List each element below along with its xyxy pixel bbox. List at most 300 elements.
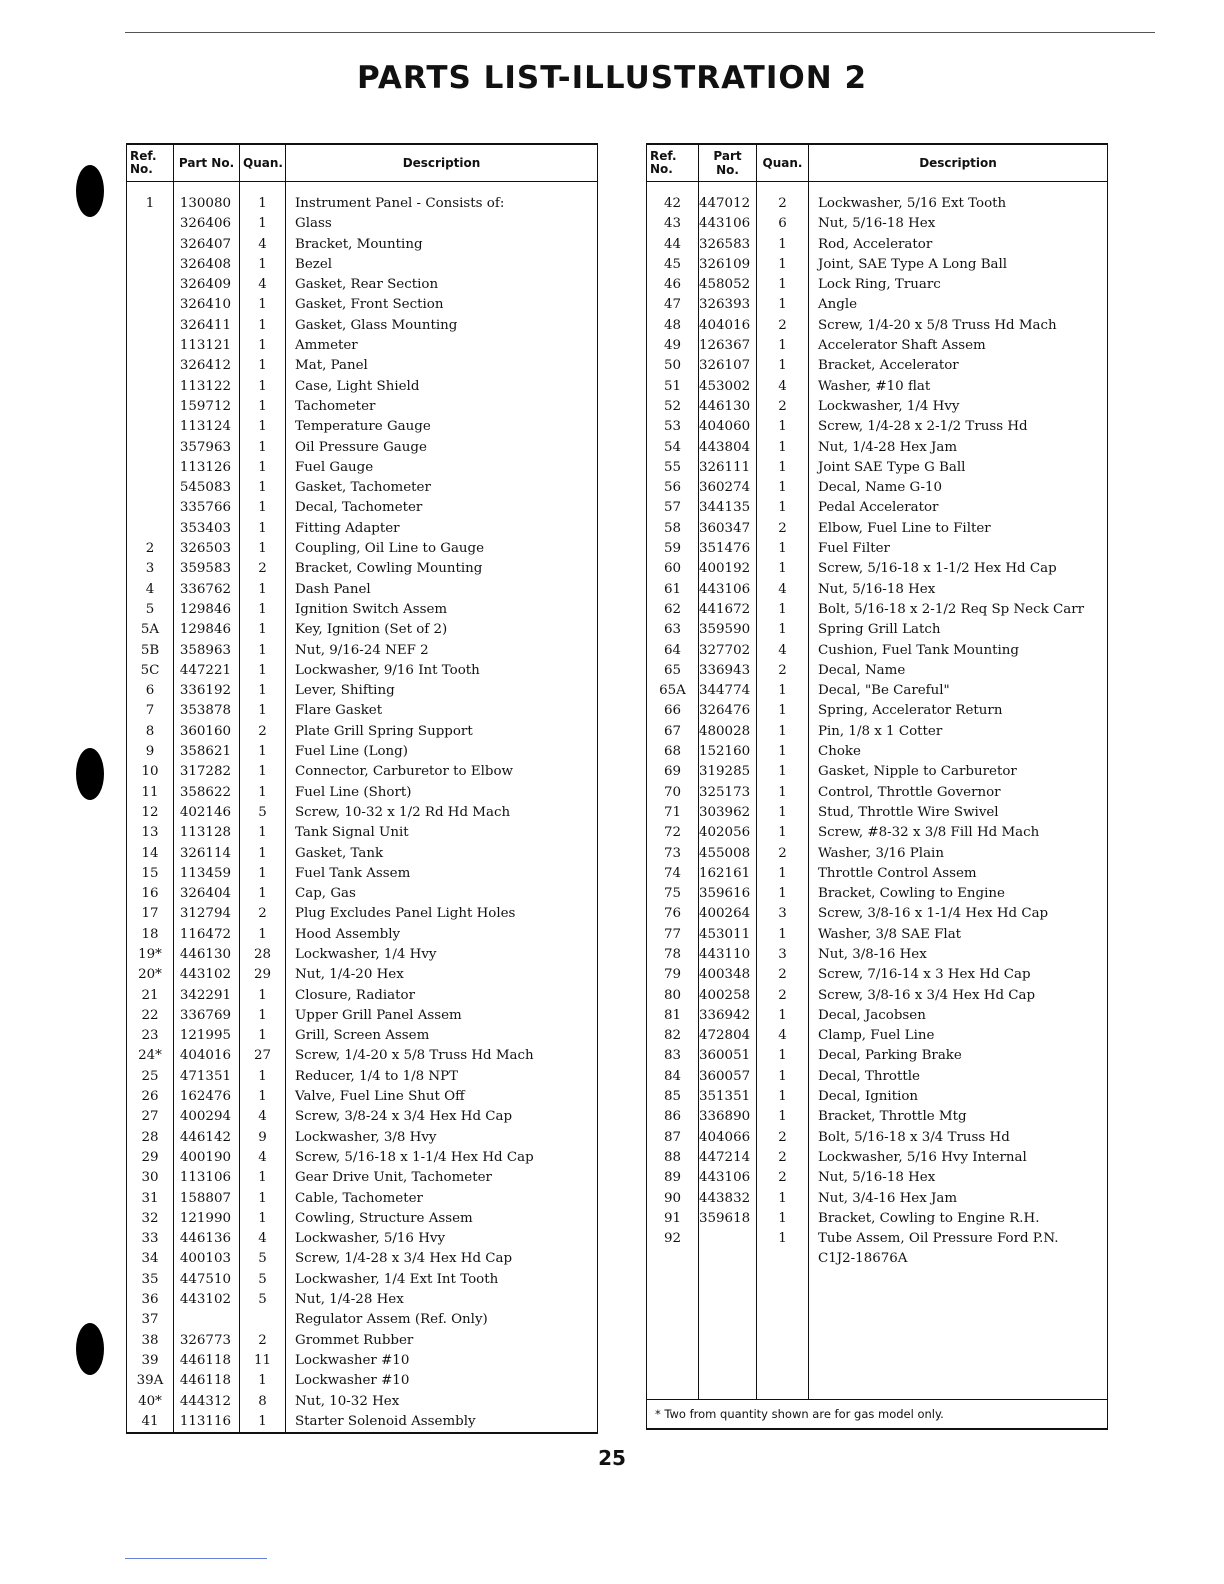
ref-no-cell: 19* <box>127 945 174 965</box>
ref-no-cell: 21 <box>127 986 174 1006</box>
table-row <box>127 641 598 661</box>
description-cell: C1J2-18676A <box>809 1249 1108 1269</box>
part-no-cell: 326411 <box>174 316 240 336</box>
ref-no-cell <box>647 1249 699 1269</box>
table-row <box>127 1310 598 1330</box>
table-row <box>647 214 1108 234</box>
description-cell: Choke <box>809 742 1108 762</box>
quan-cell: 1 <box>240 1168 286 1188</box>
quan-cell: 1 <box>240 214 286 234</box>
table-row <box>647 295 1108 315</box>
description-cell: Washer, 3/8 SAE Flat <box>809 925 1108 945</box>
description-cell: Reducer, 1/4 to 1/8 NPT <box>286 1067 598 1087</box>
quan-cell: 1 <box>240 742 286 762</box>
part-no-cell: 360347 <box>699 519 757 539</box>
description-cell: Screw, 7/16-14 x 3 Hex Hd Cap <box>809 965 1108 985</box>
ref-no-cell: 18 <box>127 925 174 945</box>
header-description: Description <box>809 144 1108 182</box>
quan-cell: 1 <box>240 356 286 376</box>
table-row <box>127 965 598 985</box>
ref-no-cell: 20* <box>127 965 174 985</box>
table-row <box>127 255 598 275</box>
quan-cell: 2 <box>757 397 809 417</box>
part-no-cell: 326111 <box>699 458 757 478</box>
table-row <box>647 397 1108 417</box>
table-row <box>127 945 598 965</box>
description-cell: Ignition Switch Assem <box>286 600 598 620</box>
table-row <box>127 701 598 721</box>
ref-no-cell: 56 <box>647 478 699 498</box>
description-cell: Washer, 3/16 Plain <box>809 844 1108 864</box>
table-row <box>127 438 598 458</box>
ref-no-cell: 85 <box>647 1087 699 1107</box>
description-cell: Screw, 5/16-18 x 1-1/2 Hex Hd Cap <box>809 559 1108 579</box>
part-no-cell <box>174 1310 240 1330</box>
quan-cell: 1 <box>240 844 286 864</box>
table-row <box>647 559 1108 579</box>
quan-cell: 2 <box>757 1128 809 1148</box>
ref-no-cell: 2 <box>127 539 174 559</box>
ref-no-cell: 4 <box>127 580 174 600</box>
description-cell: Fuel Filter <box>809 539 1108 559</box>
quan-cell: 2 <box>757 1148 809 1168</box>
part-no-cell: 326404 <box>174 884 240 904</box>
description-cell: Clamp, Fuel Line <box>809 1026 1108 1046</box>
part-no-cell: 400264 <box>699 904 757 924</box>
description-cell: Tank Signal Unit <box>286 823 598 843</box>
ref-no-cell: 84 <box>647 1067 699 1087</box>
part-no-cell: 326583 <box>699 235 757 255</box>
quan-cell: 1 <box>757 1087 809 1107</box>
ref-no-cell: 83 <box>647 1046 699 1066</box>
part-no-cell: 359583 <box>174 559 240 579</box>
description-cell: Plug Excludes Panel Light Holes <box>286 904 598 924</box>
quan-cell: 11 <box>240 1351 286 1371</box>
part-no-cell: 480028 <box>699 722 757 742</box>
table-row <box>127 539 598 559</box>
description-cell: Fuel Tank Assem <box>286 864 598 884</box>
ref-no-cell: 71 <box>647 803 699 823</box>
description-cell: Nut, 1/4-28 Hex <box>286 1290 598 1310</box>
part-no-cell: 446136 <box>174 1229 240 1249</box>
ref-no-cell: 41 <box>127 1412 174 1432</box>
ref-no-cell: 63 <box>647 620 699 640</box>
part-no-cell: 129846 <box>174 620 240 640</box>
table-row <box>127 1046 598 1066</box>
part-no-cell: 113116 <box>174 1412 240 1432</box>
table-row <box>647 681 1108 701</box>
ref-no-cell: 15 <box>127 864 174 884</box>
description-cell: Lockwasher, 9/16 Int Tooth <box>286 661 598 681</box>
header-quan: Quan. <box>240 144 286 182</box>
table-row <box>647 762 1108 782</box>
part-no-cell: 358621 <box>174 742 240 762</box>
ref-no-cell: 59 <box>647 539 699 559</box>
table-row <box>647 965 1108 985</box>
table-row <box>127 397 598 417</box>
ref-no-cell: 42 <box>647 182 699 215</box>
part-no-cell: 443106 <box>699 214 757 234</box>
quan-cell: 5 <box>240 1270 286 1290</box>
description-cell: Cushion, Fuel Tank Mounting <box>809 641 1108 661</box>
quan-cell: 4 <box>240 1229 286 1249</box>
empty-cell <box>127 1432 174 1433</box>
part-no-cell: 113122 <box>174 377 240 397</box>
ref-no-cell: 73 <box>647 844 699 864</box>
description-cell: Nut, 5/16-18 Hex <box>809 1168 1108 1188</box>
part-no-cell: 453011 <box>699 925 757 945</box>
empty-cell <box>699 1270 757 1399</box>
quan-cell: 1 <box>757 884 809 904</box>
part-no-cell: 443102 <box>174 965 240 985</box>
part-no-cell: 326114 <box>174 844 240 864</box>
quan-cell: 27 <box>240 1046 286 1066</box>
part-no-cell: 326407 <box>174 235 240 255</box>
ref-no-cell: 47 <box>647 295 699 315</box>
punch-hole-bottom <box>76 1323 104 1375</box>
quan-cell: 1 <box>757 1107 809 1127</box>
part-no-cell <box>699 1229 757 1249</box>
quan-cell: 1 <box>757 620 809 640</box>
quan-cell: 1 <box>240 600 286 620</box>
quan-cell: 1 <box>240 1371 286 1391</box>
description-cell: Regulator Assem (Ref. Only) <box>286 1310 598 1330</box>
description-cell: Grommet Rubber <box>286 1331 598 1351</box>
quan-cell: 2 <box>240 1331 286 1351</box>
ref-no-cell: 44 <box>647 235 699 255</box>
header-description: Description <box>286 144 598 182</box>
table-row <box>647 580 1108 600</box>
part-no-cell: 116472 <box>174 925 240 945</box>
ref-no-cell: 9 <box>127 742 174 762</box>
table-row <box>647 1249 1108 1269</box>
description-cell: Bezel <box>286 255 598 275</box>
table-row <box>127 1189 598 1209</box>
description-cell: Bracket, Accelerator <box>809 356 1108 376</box>
ref-no-cell: 81 <box>647 1006 699 1026</box>
quan-cell: 9 <box>240 1128 286 1148</box>
ref-no-cell: 24* <box>127 1046 174 1066</box>
part-no-cell: 458052 <box>699 275 757 295</box>
table-row <box>127 356 598 376</box>
description-cell: Decal, Name G-10 <box>809 478 1108 498</box>
ref-no-cell: 39 <box>127 1351 174 1371</box>
part-no-cell: 336192 <box>174 681 240 701</box>
quan-cell: 1 <box>240 681 286 701</box>
table-row <box>647 1189 1108 1209</box>
punch-hole-top <box>76 165 104 217</box>
quan-cell: 1 <box>240 417 286 437</box>
ref-no-cell: 91 <box>647 1209 699 1229</box>
ref-no-cell: 66 <box>647 701 699 721</box>
description-cell: Instrument Panel - Consists of: <box>286 182 598 215</box>
part-no-cell: 402056 <box>699 823 757 843</box>
description-cell: Screw, #8-32 x 3/8 Fill Hd Mach <box>809 823 1108 843</box>
part-no-cell: 353403 <box>174 519 240 539</box>
part-no-cell: 472804 <box>699 1026 757 1046</box>
table-row <box>647 803 1108 823</box>
quan-cell: 2 <box>757 986 809 1006</box>
description-cell: Bracket, Cowling to Engine R.H. <box>809 1209 1108 1229</box>
quan-cell: 1 <box>757 417 809 437</box>
part-no-cell: 113106 <box>174 1168 240 1188</box>
quan-cell: 2 <box>757 844 809 864</box>
part-no-cell: 319285 <box>699 762 757 782</box>
ref-no-cell: 72 <box>647 823 699 843</box>
quan-cell: 29 <box>240 965 286 985</box>
part-no-cell: 336943 <box>699 661 757 681</box>
table-row <box>127 620 598 640</box>
ref-no-cell: 86 <box>647 1107 699 1127</box>
description-cell: Bolt, 5/16-18 x 2-1/2 Req Sp Neck Carr <box>809 600 1108 620</box>
table-row <box>127 722 598 742</box>
description-cell: Screw, 3/8-24 x 3/4 Hex Hd Cap <box>286 1107 598 1127</box>
part-no-cell: 446118 <box>174 1351 240 1371</box>
part-no-cell: 402146 <box>174 803 240 823</box>
table-row <box>647 1148 1108 1168</box>
table-row <box>127 1392 598 1412</box>
quan-cell: 5 <box>240 803 286 823</box>
part-no-cell: 447012 <box>699 182 757 215</box>
ref-no-cell: 79 <box>647 965 699 985</box>
table-row <box>127 1148 598 1168</box>
ref-no-cell: 65A <box>647 681 699 701</box>
footnote-row <box>647 1399 1108 1429</box>
ref-no-cell: 5A <box>127 620 174 640</box>
description-cell: Glass <box>286 214 598 234</box>
page-number: 25 <box>598 1446 626 1470</box>
quan-cell: 1 <box>757 295 809 315</box>
ref-no-cell: 33 <box>127 1229 174 1249</box>
ref-no-cell <box>127 214 174 234</box>
table-row <box>127 1270 598 1290</box>
ref-no-cell: 1 <box>127 182 174 215</box>
empty-cell <box>286 1432 598 1433</box>
ref-no-cell: 5B <box>127 641 174 661</box>
part-no-cell: 326412 <box>174 356 240 376</box>
ref-no-cell: 51 <box>647 377 699 397</box>
table-row <box>127 844 598 864</box>
table-row <box>647 336 1108 356</box>
part-no-cell: 453002 <box>699 377 757 397</box>
table-row <box>127 803 598 823</box>
part-no-cell: 359590 <box>699 620 757 640</box>
quan-cell: 1 <box>757 438 809 458</box>
ref-no-cell: 52 <box>647 397 699 417</box>
description-cell: Temperature Gauge <box>286 417 598 437</box>
table-row <box>127 498 598 518</box>
quan-cell: 4 <box>757 377 809 397</box>
table-row <box>127 478 598 498</box>
quan-cell <box>240 1310 286 1330</box>
quan-cell: 1 <box>240 986 286 1006</box>
description-cell: Screw, 1/4-28 x 3/4 Hex Hd Cap <box>286 1249 598 1269</box>
ref-no-cell: 22 <box>127 1006 174 1026</box>
description-cell: Spring, Accelerator Return <box>809 701 1108 721</box>
description-cell: Gasket, Glass Mounting <box>286 316 598 336</box>
description-cell: Fuel Line (Short) <box>286 783 598 803</box>
description-cell: Nut, 1/4-28 Hex Jam <box>809 438 1108 458</box>
table-row <box>647 458 1108 478</box>
table-row <box>127 580 598 600</box>
table-row <box>647 783 1108 803</box>
table-row <box>647 620 1108 640</box>
description-cell: Dash Panel <box>286 580 598 600</box>
parts-table-left-body <box>127 182 598 1434</box>
part-no-cell: 326107 <box>699 356 757 376</box>
ref-no-cell: 11 <box>127 783 174 803</box>
quan-cell: 1 <box>757 458 809 478</box>
quan-cell: 1 <box>757 722 809 742</box>
part-no-cell: 400103 <box>174 1249 240 1269</box>
description-cell: Nut, 9/16-24 NEF 2 <box>286 641 598 661</box>
quan-cell: 1 <box>757 925 809 945</box>
description-cell: Gasket, Front Section <box>286 295 598 315</box>
part-no-cell: 326406 <box>174 214 240 234</box>
part-no-cell: 312794 <box>174 904 240 924</box>
quan-cell: 2 <box>757 1168 809 1188</box>
quan-cell: 1 <box>240 1006 286 1026</box>
description-cell: Lock Ring, Truarc <box>809 275 1108 295</box>
description-cell: Starter Solenoid Assembly <box>286 1412 598 1432</box>
table-row <box>647 356 1108 376</box>
table-row <box>127 1087 598 1107</box>
quan-cell: 5 <box>240 1249 286 1269</box>
description-cell: Bolt, 5/16-18 x 3/4 Truss Hd <box>809 1128 1108 1148</box>
ref-no-cell: 43 <box>647 214 699 234</box>
ref-no-cell <box>127 275 174 295</box>
part-no-cell: 443832 <box>699 1189 757 1209</box>
empty-cell <box>174 1432 240 1433</box>
description-cell: Nut, 3/8-16 Hex <box>809 945 1108 965</box>
part-no-cell: 446118 <box>174 1371 240 1391</box>
table-row <box>647 945 1108 965</box>
description-cell: Screw, 1/4-28 x 2-1/2 Truss Hd <box>809 417 1108 437</box>
header-ref-no: Ref. No. <box>647 144 699 182</box>
table-row <box>127 1209 598 1229</box>
part-no-cell: 443106 <box>699 1168 757 1188</box>
quan-cell: 1 <box>240 377 286 397</box>
part-no-cell: 404016 <box>699 316 757 336</box>
table-row <box>647 925 1108 945</box>
table-row <box>127 1026 598 1046</box>
ref-no-cell <box>127 417 174 437</box>
ref-no-cell <box>127 316 174 336</box>
table-row <box>127 864 598 884</box>
part-no-cell: 158807 <box>174 1189 240 1209</box>
ref-no-cell: 27 <box>127 1107 174 1127</box>
table-row <box>647 1128 1108 1148</box>
table-row <box>647 519 1108 539</box>
description-cell: Fitting Adapter <box>286 519 598 539</box>
ref-no-cell: 92 <box>647 1229 699 1249</box>
part-no-cell: 353878 <box>174 701 240 721</box>
table-row <box>647 417 1108 437</box>
ref-no-cell: 37 <box>127 1310 174 1330</box>
part-no-cell: 351476 <box>699 539 757 559</box>
quan-cell: 1 <box>757 356 809 376</box>
ref-no-cell: 14 <box>127 844 174 864</box>
description-cell: Decal, Jacobsen <box>809 1006 1108 1026</box>
description-cell: Lockwasher #10 <box>286 1351 598 1371</box>
quan-cell: 1 <box>240 295 286 315</box>
description-cell: Decal, Tachometer <box>286 498 598 518</box>
part-no-cell: 400294 <box>174 1107 240 1127</box>
table-row <box>127 762 598 782</box>
ref-no-cell: 38 <box>127 1331 174 1351</box>
ref-no-cell: 69 <box>647 762 699 782</box>
quan-cell: 1 <box>240 884 286 904</box>
part-no-cell: 162161 <box>699 864 757 884</box>
description-cell: Gasket, Nipple to Carburetor <box>809 762 1108 782</box>
part-no-cell: 443106 <box>699 580 757 600</box>
description-cell: Connector, Carburetor to Elbow <box>286 762 598 782</box>
part-no-cell: 400258 <box>699 986 757 1006</box>
table-filler-row <box>127 1432 598 1433</box>
table-row <box>647 1006 1108 1026</box>
table-row <box>647 275 1108 295</box>
part-no-cell: 326773 <box>174 1331 240 1351</box>
parts-table-right <box>646 143 1108 1430</box>
description-cell: Lockwasher, 1/4 Hvy <box>809 397 1108 417</box>
quan-cell: 1 <box>757 864 809 884</box>
table-filler-row <box>647 1270 1108 1399</box>
ref-no-cell: 45 <box>647 255 699 275</box>
table-row <box>647 1229 1108 1249</box>
description-cell: Angle <box>809 295 1108 315</box>
empty-cell <box>647 1270 699 1399</box>
quan-cell: 1 <box>240 336 286 356</box>
ref-no-cell: 6 <box>127 681 174 701</box>
part-no-cell: 326503 <box>174 539 240 559</box>
table-row <box>647 701 1108 721</box>
description-cell: Screw, 5/16-18 x 1-1/4 Hex Hd Cap <box>286 1148 598 1168</box>
part-no-cell: 327702 <box>699 641 757 661</box>
header-part-no: Part No. <box>174 144 240 182</box>
table-row <box>647 641 1108 661</box>
quan-cell <box>757 1249 809 1269</box>
table-row <box>127 783 598 803</box>
ref-no-cell <box>127 255 174 275</box>
description-cell: Nut, 1/4-20 Hex <box>286 965 598 985</box>
ref-no-cell: 88 <box>647 1148 699 1168</box>
ref-no-cell: 13 <box>127 823 174 843</box>
description-cell: Screw, 3/8-16 x 3/4 Hex Hd Cap <box>809 986 1108 1006</box>
part-no-cell: 447510 <box>174 1270 240 1290</box>
table-row <box>647 1026 1108 1046</box>
quan-cell: 1 <box>240 620 286 640</box>
table-row <box>127 823 598 843</box>
part-no-cell: 471351 <box>174 1067 240 1087</box>
ref-no-cell <box>127 438 174 458</box>
table-row <box>127 925 598 945</box>
ref-no-cell: 67 <box>647 722 699 742</box>
quan-cell: 1 <box>757 275 809 295</box>
ref-no-cell: 64 <box>647 641 699 661</box>
table-row <box>127 1107 598 1127</box>
quan-cell: 1 <box>240 701 286 721</box>
description-cell: Screw, 10-32 x 1/2 Rd Hd Mach <box>286 803 598 823</box>
quan-cell: 1 <box>240 458 286 478</box>
ref-no-cell: 10 <box>127 762 174 782</box>
table-row <box>127 1331 598 1351</box>
part-no-cell: 162476 <box>174 1087 240 1107</box>
parts-table-left <box>126 143 598 1434</box>
ref-no-cell: 74 <box>647 864 699 884</box>
description-cell: Washer, #10 flat <box>809 377 1108 397</box>
table-row <box>127 1067 598 1087</box>
quan-cell: 4 <box>240 1107 286 1127</box>
